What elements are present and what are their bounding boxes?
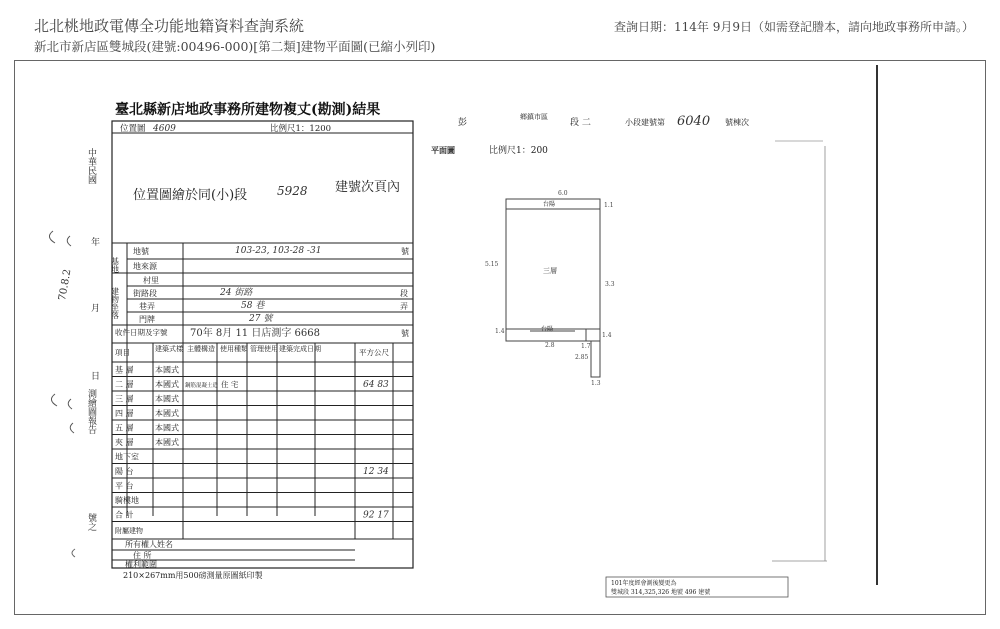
table-cell-label: 五 層 [115, 423, 134, 433]
land-no-value: 103-23, 103-28 -31 [235, 246, 322, 256]
rights-label: 權利範圍 [125, 560, 157, 569]
pencil-mark [49, 231, 55, 243]
pencil-mark [51, 394, 57, 406]
dim-floor: 三層 [543, 267, 557, 275]
receipt-value: 70年 8月 11 日店測字 6668 [190, 328, 320, 339]
dim-balcony-bottom: 台陽 [541, 326, 554, 333]
table-cell-label: 騎樓地 [115, 496, 139, 505]
table-cell-style: 本國式 [155, 380, 179, 389]
dim-bl: 1.4 [495, 328, 505, 335]
table-cell-style: 本國式 [155, 394, 179, 404]
plan-header-right: 小段建號第 [625, 118, 665, 127]
document-drawing [15, 61, 987, 616]
plan-header-mark: 彭 [458, 118, 468, 128]
margin-label-no: 號之 [86, 513, 96, 531]
table-cell-label: 基 層 [115, 365, 134, 375]
village-label: 村里 [143, 276, 159, 285]
margin-label-year: 年 [91, 238, 101, 248]
table-cell-area: 64 83 [363, 380, 389, 390]
margin-label-report: 測繪圖報告 [86, 389, 96, 434]
dim-balcony-top: 台陽 [543, 201, 556, 208]
scanned-document [14, 60, 986, 615]
door-value: 27 號 [249, 314, 273, 324]
table-cell-struct: 鋼筋混凝土造 [185, 383, 219, 389]
street-unit: 段 [400, 289, 408, 298]
table-cell-style: 本國式 [155, 423, 179, 433]
margin-label-month: 月 [91, 304, 101, 314]
scale-label: 比例尺1：1200 [270, 124, 332, 134]
pencil-mark [72, 549, 75, 557]
plan-header-tail: 號棟次 [725, 118, 749, 127]
dim-right: 3.3 [605, 281, 615, 288]
dim-right-top: 1.1 [604, 202, 614, 209]
margin-label-roc: 中華民國 [86, 148, 96, 184]
address-label: 住 所 [133, 551, 152, 560]
land-no-unit: 號 [401, 247, 409, 256]
table-cell-label: 平 台 [115, 481, 134, 491]
footer-note: 210×267mm用500磅測量原圖紙印製 [123, 571, 263, 580]
pencil-mark [68, 399, 72, 409]
th-struct: 主體構造 [187, 345, 215, 353]
table-cell-style: 本國式 [155, 438, 179, 447]
table-cell-label: 二 層 [115, 380, 134, 389]
dim-end: 1.3 [591, 380, 601, 387]
owner-label: 所有權人姓名 [125, 540, 173, 549]
street-value: 24 街路 [220, 288, 253, 298]
table-cell-label: 陽 台 [115, 467, 134, 476]
receipt-unit: 號 [401, 329, 409, 338]
location-map-label: 位置圖 [120, 124, 146, 134]
table-cell-label: 合 計 [115, 510, 134, 520]
land-no-label: 地號 [133, 247, 149, 256]
table-cell-label: 三 層 [115, 394, 134, 404]
location-note-tail: 建號次頁內 [335, 180, 401, 195]
location-map-hand: 4609 [153, 124, 176, 134]
table-cell-label: 夾 層 [115, 438, 134, 447]
stamp-line-1: 101年度經會測後變更為 [611, 580, 677, 587]
dim-br: 1.4 [602, 332, 612, 339]
table-rows [112, 365, 413, 522]
dim-left: 5.15 [485, 261, 499, 268]
stamp-line-2: 雙城段 314,325,326 地號 496 建號 [611, 589, 711, 596]
query-date: 查詢日期：114年 9月9日（如需登記謄本，請向地政事務所申請。） [614, 20, 974, 34]
th-item: 項目 [115, 348, 130, 357]
th-complete: 建築完成日期 [279, 345, 321, 353]
receipt-label: 收件日期及字號 [115, 328, 168, 337]
table-cell-style: 本國式 [155, 365, 179, 375]
margin-label-day: 日 [91, 372, 101, 382]
system-title: 北北桃地政電傳全功能地籍資料查詢系統 [34, 17, 305, 35]
dim-top: 6.0 [558, 190, 568, 197]
lane-unit: 弄 [400, 302, 408, 311]
plan-header-left: 鄉鎮市區 [520, 113, 548, 121]
document-subtitle: 新北市新店區雙城段(建號:00496-000)[第二類]建物平面圖(已縮小列印) [34, 39, 436, 54]
th-use: 使用種類 [220, 345, 248, 353]
plan-header-hand: 6040 [677, 114, 711, 129]
dim-bottom: 2.8 [545, 342, 555, 349]
floor-plan [506, 199, 600, 377]
dim-step: 1.7 [581, 343, 591, 350]
office-title: 臺北縣新店地政事務所建物複丈(勘測)結果 [115, 102, 381, 118]
table-cell-label: 地下室 [115, 452, 139, 462]
th-manage: 管理使用 [250, 345, 278, 353]
attached-label: 附屬建物 [115, 527, 143, 535]
plan-scale: 比例尺1：200 [489, 146, 548, 156]
plan-header-mid: 段 二 [570, 118, 591, 128]
th-area: 平方公尺 [359, 348, 389, 357]
table-cell-style: 本國式 [155, 409, 179, 418]
base-group-label: 基地 [110, 257, 120, 273]
door-label: 門牌 [139, 315, 155, 324]
th-style: 建築式樣 [155, 345, 183, 353]
dim-tail: 2.85 [575, 354, 589, 361]
location-note: 位置圖繪於同(小)段 [133, 188, 248, 203]
table-cell-label: 四 層 [115, 409, 134, 418]
plan-label: 平面圖 [431, 145, 455, 155]
street-label: 街路段 [133, 289, 157, 298]
hand-date-mark: 70.8.2 [57, 268, 74, 302]
pencil-mark [67, 236, 71, 246]
lane-value: 58 巷 [241, 301, 265, 311]
lane-label: 巷弄 [139, 302, 155, 311]
table-cell-area: 12 34 [363, 467, 389, 477]
pencil-mark [70, 423, 74, 433]
table-cell-use: 住 宅 [221, 380, 239, 389]
land-source-label: 地來源 [133, 262, 157, 271]
location-note-num: 5928 [277, 184, 308, 198]
building-addr-group: 建物坐落 [110, 287, 120, 319]
table-cell-area: 92 17 [363, 510, 389, 521]
